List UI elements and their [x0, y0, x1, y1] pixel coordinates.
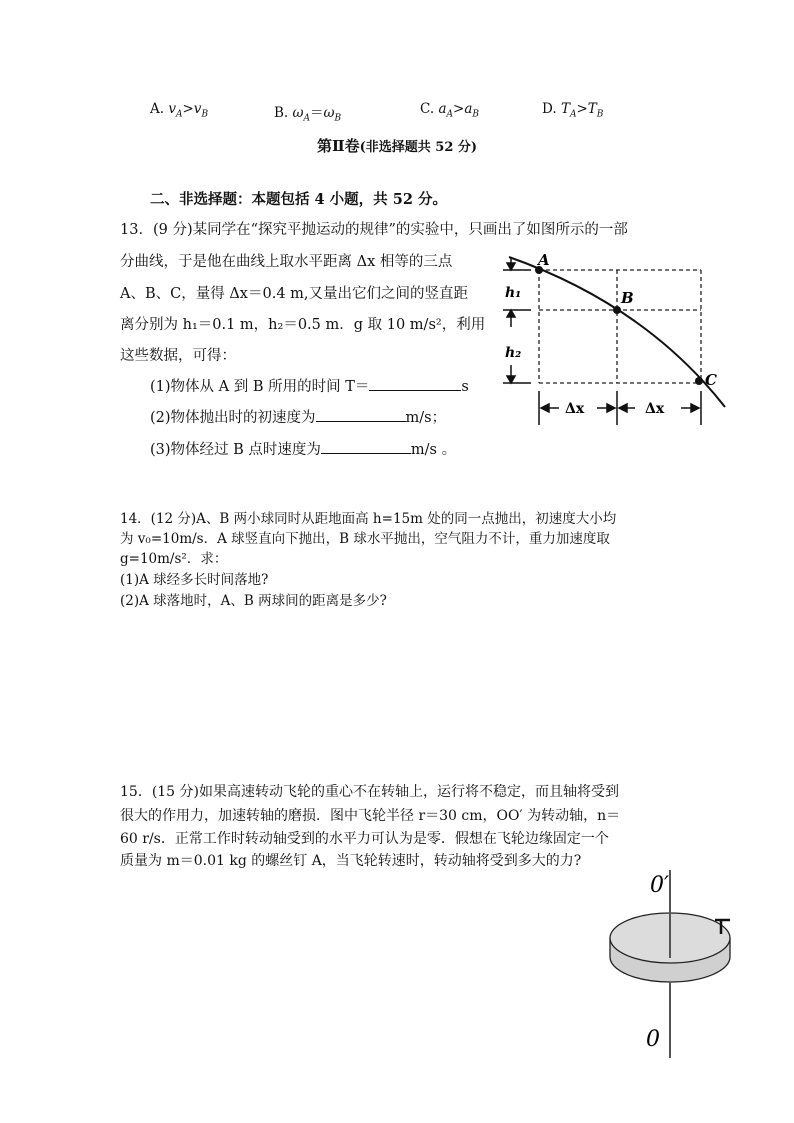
q13-line: 13．(9 分)某同学在“探究平抛运动的规律”的实验中，只画出了如图所示的一部: [120, 222, 628, 238]
point-b-marker: [613, 306, 621, 314]
q14-line: 14．(12 分)A、B 两小球同时从距地面高 h=15m 处的同一点抛出，初速度大小均: [120, 511, 617, 527]
label-point-c: C: [705, 371, 717, 389]
q14-line: 为 v₀=10m/s．A 球竖直向下抛出，B 球水平抛出，空气阻力不计，重力加速度取: [120, 531, 610, 547]
label-dx2: Δx: [645, 401, 665, 417]
option-c-expr: $a_A>a_B$: [438, 101, 479, 120]
label-axis-top: 0′: [650, 873, 669, 898]
label-h1: h₁: [505, 285, 522, 301]
label-dx1: Δx: [565, 401, 585, 417]
q15-line: 15．(15 分)如果高速转动飞轮的重心不在转轴上，运行将不稳定，而且轴将受到: [120, 784, 620, 800]
answer-options: [150, 101, 630, 125]
q14-line: g=10m/s²．求：: [120, 551, 228, 567]
answer-blank[interactable]: [316, 407, 406, 422]
q14-line: (2)A 球落地时，A、B 两球间的距离是多少?: [120, 593, 387, 609]
option-d: D. $T_A>T_B$: [542, 101, 604, 120]
answer-blank[interactable]: [369, 376, 461, 391]
option-b: B. $\omega_A=\omega_B$: [274, 105, 342, 124]
q15-line: 质量为 m＝0.01 kg 的螺丝钉 A，当飞轮转速时，转动轴将受到多大的力?: [120, 853, 582, 869]
part-title: 第Ⅱ卷(非选择题共 52 分): [316, 137, 478, 155]
q14-line: (1)A 球经多长时间落地?: [120, 572, 269, 588]
q13-sub3: (3)物体经过 B 点时速度为 m/s 。: [150, 438, 456, 459]
q13-line: A、B、C，量得 Δx＝0.4 m,又量出它们之间的竖直距: [120, 286, 469, 302]
option-a: A. $v_A>v_B$: [150, 101, 209, 120]
label-h2: h₂: [505, 345, 522, 361]
option-d-expr: $T_A>T_B$: [560, 101, 604, 120]
q15-line: 很大的作用力，加速转轴的磨损．图中飞轮半径 r＝30 cm，OO′ 为转动轴，n＝: [120, 808, 621, 824]
option-b-expr: $\omega_A=\omega_B$: [292, 105, 342, 124]
q15-line: 60 r/s．正常工作时转动轴受到的水平力可认为是零．假想在飞轮边缘固定一个: [120, 831, 609, 847]
point-c-marker: [695, 377, 703, 385]
q13-sub2: (2)物体抛出时的初速度为 m/s；: [150, 406, 446, 427]
q13-line: 这些数据，可得：: [120, 348, 236, 364]
flywheel-figure: [600, 862, 740, 1062]
label-axis-bottom: 0: [646, 1027, 660, 1052]
label-point-b: B: [621, 289, 634, 307]
section-heading: 二、非选择题：本题包括 4 小题，共 52 分。: [150, 191, 447, 208]
answer-blank[interactable]: [321, 439, 411, 454]
option-c: C. $a_A>a_B$: [420, 101, 479, 120]
q13-sub1: (1)物体从 A 到 B 所用的时间 T＝ s: [150, 375, 469, 396]
q13-line: 分曲线，于是他在曲线上取水平距离 Δx 相等的三点: [120, 254, 453, 270]
trajectory-figure: [495, 245, 735, 430]
option-a-expr: $v_A>v_B$: [168, 101, 209, 120]
label-point-a: A: [538, 251, 550, 269]
q13-line: 离分别为 h₁＝0.1 m，h₂＝0.5 m．g 取 10 m/s²，利用: [120, 317, 486, 333]
